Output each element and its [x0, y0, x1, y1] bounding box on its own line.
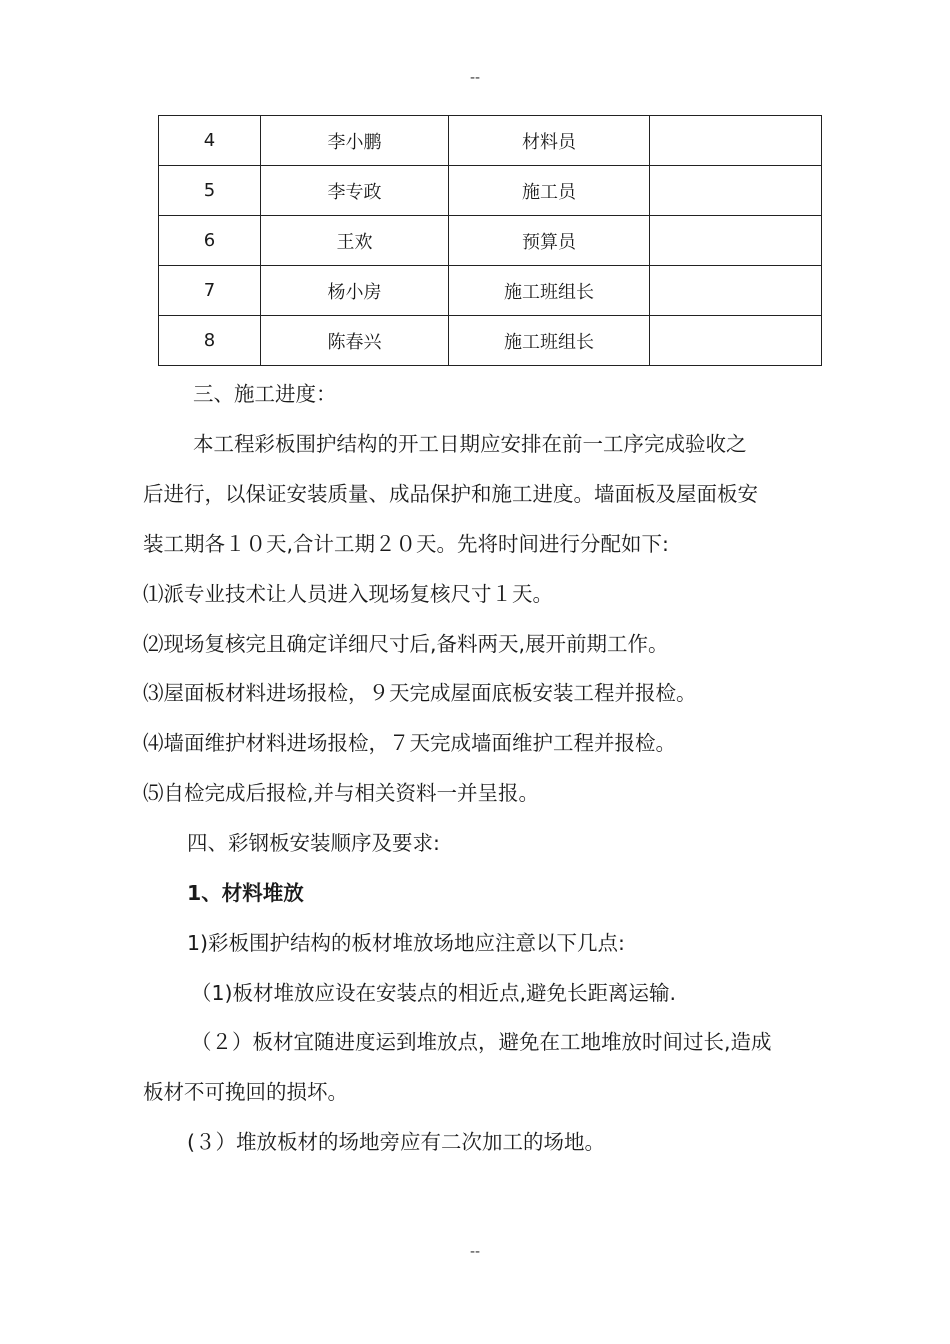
page-header-mark: --	[469, 70, 481, 86]
section4-heading: 四、彩钢板安装顺序及要求:	[187, 831, 440, 855]
cell-role: 施工班组长	[449, 316, 650, 366]
storage-point-3: (３）堆放板材的场地旁应有二次加工的场地。	[187, 1130, 605, 1154]
section3-para-line2: 后进行，以保证安装质量、成品保护和施工进度。墙面板及屋面板安	[143, 482, 758, 506]
cell-name: 李专政	[261, 166, 449, 216]
cell-name: 李小鹏	[261, 116, 449, 166]
section3-heading: 三、施工进度：	[193, 382, 337, 406]
cell-number: 5	[159, 166, 261, 216]
table-row	[159, 116, 822, 166]
cell-name: 王欢	[261, 216, 449, 266]
cell-role: 施工班组长	[449, 266, 650, 316]
cell-number: 6	[159, 216, 261, 266]
cell-number: 4	[159, 116, 261, 166]
schedule-item-1: ⑴派专业技术让人员进入现场复核尺寸１天。	[143, 582, 553, 606]
section3-para-line3: 装工期各１０天,合计工期２０天。先将时间进行分配如下:	[143, 532, 669, 556]
cell-role: 材料员	[449, 116, 650, 166]
page-footer-mark: --	[469, 1244, 481, 1260]
cell-number: 7	[159, 266, 261, 316]
cell-role: 施工员	[449, 166, 650, 216]
schedule-item-5: ⑸自检完成后报检,并与相关资料一并呈报。	[143, 781, 540, 805]
cell-note	[650, 266, 822, 316]
cell-name: 杨小房	[261, 266, 449, 316]
table-row	[159, 266, 822, 316]
cell-note	[650, 316, 822, 366]
table-row	[159, 216, 822, 266]
material-storage-heading: 1、材料堆放	[187, 881, 304, 905]
schedule-item-3: ⑶屋面板材料进场报检，９天完成屋面底板安装工程并报检。	[143, 681, 697, 705]
cell-note	[650, 216, 822, 266]
schedule-item-4: ⑷墙面维护材料进场报检，７天完成墙面维护工程并报检。	[143, 731, 676, 755]
storage-point-2-line1: （２）板材宜随进度运到堆放点，避免在工地堆放时间过长,造成	[191, 1030, 772, 1054]
storage-point-2-line2: 板材不可挽回的损坏。	[143, 1080, 348, 1104]
table-row	[159, 316, 822, 366]
cell-note	[650, 116, 822, 166]
cell-role: 预算员	[449, 216, 650, 266]
storage-point-1: （1)板材堆放应设在安装点的相近点,避免长距离运输.	[191, 981, 677, 1005]
material-storage-intro: 1)彩板围护结构的板材堆放场地应注意以下几点:	[187, 931, 625, 955]
cell-number: 8	[159, 316, 261, 366]
section3-para-line1: 本工程彩板围护结构的开工日期应安排在前一工序完成验收之	[193, 432, 747, 456]
cell-name: 陈春兴	[261, 316, 449, 366]
schedule-item-2: ⑵现场复核完且确定详细尺寸后,备料两天,展开前期工作。	[143, 632, 669, 656]
staff-table	[158, 115, 822, 366]
cell-note	[650, 166, 822, 216]
table-row	[159, 166, 822, 216]
